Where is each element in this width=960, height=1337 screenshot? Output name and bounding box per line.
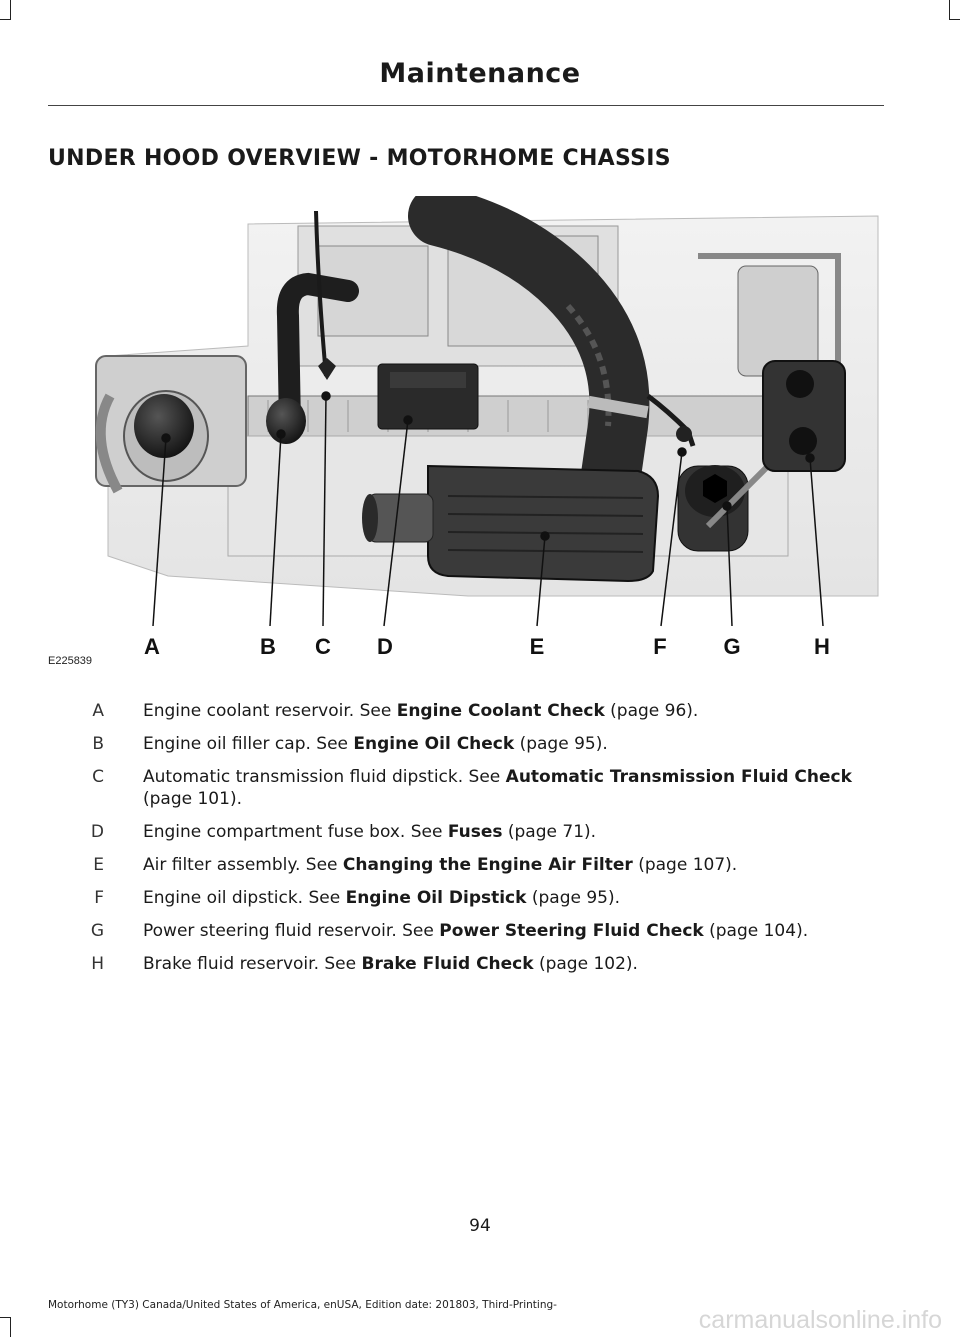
footer-text: Motorhome (TY3) Canada/United States of America, enUSA, Edition date: 201803, Third-Printing-	[48, 1299, 557, 1311]
crop-mark	[949, 0, 950, 20]
callout-c: C	[315, 634, 331, 659]
list-item	[48, 821, 884, 843]
item-reference-link[interactable]: Automatic Transmission Fluid Check	[505, 767, 852, 787]
crop-mark	[10, 1317, 11, 1337]
item-reference-link[interactable]: Brake Fluid Check	[361, 954, 534, 974]
item-page: (page 96).	[604, 701, 699, 721]
item-reference-link[interactable]: Engine Coolant Check	[396, 701, 605, 721]
item-reference-link[interactable]: Engine Oil Check	[353, 734, 515, 754]
crop-mark	[0, 19, 11, 20]
figure-code: E225839	[48, 655, 93, 667]
callout-h: H	[814, 634, 830, 659]
item-letter: E	[93, 855, 104, 875]
callout-g: G	[723, 634, 741, 659]
callout-e: E	[529, 634, 545, 659]
header-divider	[48, 105, 884, 106]
list-item	[48, 700, 884, 722]
callout-b: B	[260, 634, 276, 659]
section-title: UNDER HOOD OVERVIEW - MOTORHOME CHASSIS	[48, 146, 671, 171]
item-page: (page 102).	[533, 954, 638, 974]
list-item	[48, 733, 884, 755]
item-letter: A	[92, 701, 104, 721]
list-item	[48, 766, 884, 810]
callout-a: A	[144, 634, 160, 659]
item-text: Engine oil filler cap. See	[143, 734, 354, 754]
callout-legend-list	[48, 700, 884, 986]
under-hood-figure	[48, 196, 884, 676]
list-item	[48, 854, 884, 876]
item-page: (page 95).	[526, 888, 621, 908]
item-letter: B	[92, 734, 104, 754]
engine-illustration	[48, 196, 884, 676]
item-letter: F	[94, 888, 104, 908]
item-text: Engine coolant reservoir. See	[143, 701, 397, 721]
item-text: Automatic transmission fluid dipstick. See	[143, 767, 506, 787]
crop-mark	[949, 19, 960, 20]
item-text: Brake fluid reservoir. See	[143, 954, 362, 974]
crop-mark	[10, 0, 11, 20]
item-page: (page 95).	[514, 734, 608, 754]
item-reference-link[interactable]: Fuses	[447, 822, 503, 842]
watermark: carmanualsonline.info	[698, 1306, 942, 1334]
item-page: (page 104).	[703, 921, 809, 941]
item-letter: H	[91, 954, 104, 974]
item-text: Engine oil dipstick. See	[143, 888, 346, 908]
item-reference-link[interactable]: Changing the Engine Air Filter	[342, 855, 633, 875]
list-item	[48, 887, 884, 909]
item-text: Engine compartment fuse box. See	[143, 822, 448, 842]
item-reference-link[interactable]: Engine Oil Dipstick	[345, 888, 527, 908]
list-item	[48, 953, 884, 975]
item-reference-link[interactable]: Power Steering Fluid Check	[439, 921, 704, 941]
list-item	[48, 920, 884, 942]
item-letter: G	[90, 921, 104, 941]
item-text: Power steering fluid reservoir. See	[143, 921, 440, 941]
item-letter: C	[92, 767, 104, 787]
callout-d: D	[377, 634, 393, 659]
item-text: Air filter assembly. See	[143, 855, 343, 875]
item-page: (page 71).	[502, 822, 597, 842]
callout-f: F	[653, 634, 667, 659]
item-page: (page 101).	[143, 789, 242, 809]
item-page: (page 107).	[632, 855, 738, 875]
crop-mark	[0, 1317, 11, 1318]
page-header-title: Maintenance	[379, 58, 581, 89]
page-number: 94	[469, 1216, 491, 1236]
item-letter: D	[90, 822, 104, 842]
